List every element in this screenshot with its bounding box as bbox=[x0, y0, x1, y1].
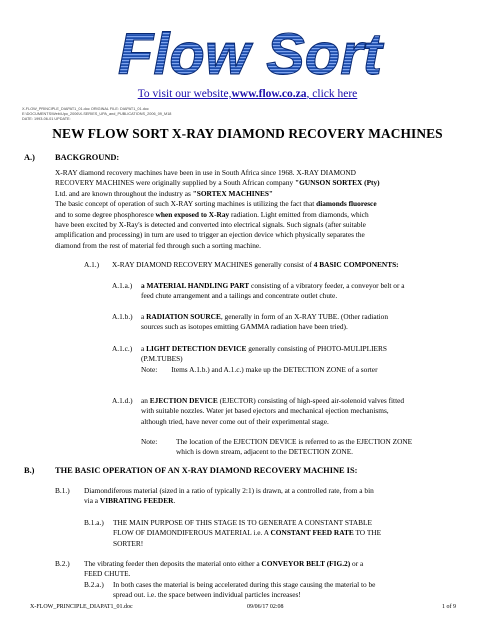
meta-line-2: E:\DOCUMENTS\Web\Upo_2006\X-SERIES_UPA_and_PUBLICATIONS_2006_09_M18 bbox=[22, 112, 172, 116]
section-a-number: A.) bbox=[24, 153, 35, 162]
bg-line-7: amplification and processing) in turn are used to trigger an ejection device which physically separates the bbox=[55, 230, 365, 240]
section-b-heading: THE BASIC OPERATION OF AN X-RAY DIAMOND RECOVERY MACHINE IS: bbox=[55, 466, 358, 475]
website-link[interactable] bbox=[138, 88, 358, 100]
bg-line-1: X-RAY diamond recovery machines have been in use in South Africa since 1968. X-RAY DIAMOND bbox=[55, 168, 356, 177]
logo-text: Flow Sort bbox=[117, 24, 383, 84]
bg-line-6: have been excited by X-Ray's is detected and converted into electrical signals. Such signals (after suitable bbox=[55, 220, 366, 230]
section-b-number: B.) bbox=[24, 466, 35, 475]
footer-date: 09/06/17 02:08 bbox=[247, 604, 284, 610]
b2a-text: In both cases the material is being accelerated during this stage causing the material to be spread out. i.e. the space between individual particles increases! bbox=[113, 580, 376, 600]
b2a-number: B.2.a.) bbox=[84, 580, 104, 589]
a1a-text: a MATERIAL HANDLING PART consisting of a vibratory feeder, a conveyor belt or a feed chute arrangement and a tailings and concentrate outlet chute. bbox=[141, 281, 405, 301]
bg-line-4: The basic concept of operation of such X-RAY sorting machines is utilizing the fact that diamonds fluoresce bbox=[55, 199, 377, 209]
background-paragraph bbox=[55, 168, 485, 251]
b1a-text: THE MAIN PURPOSE OF THIS STAGE IS TO GENERATE A CONSTANT STABLE FLOW OF DIAMONDIFEROUS MATERIAL i.e. A CONSTANT FEED RATE TO THE SORTER! bbox=[113, 518, 382, 548]
link-suffix: , click here bbox=[306, 88, 358, 100]
a1b-number: A.1.b.) bbox=[112, 312, 133, 321]
footer-filename: X-FLOW_PRINCIPLE_DIAPAT1_01.doc bbox=[30, 604, 133, 610]
a1d-note-label: Note: bbox=[141, 437, 158, 446]
b1-text: Diamondiferous material (sized in a ratio of typically 2:1) is drawn, at a controlled rate, from a bin via a VIBRATING FEEDER. bbox=[84, 486, 374, 506]
a1-text: X-RAY DIAMOND RECOVERY MACHINES generally consist of 4 BASIC COMPONENTS: bbox=[112, 260, 399, 269]
a1c-number: A.1.c.) bbox=[112, 344, 133, 353]
a1c-note-label: Note: bbox=[141, 364, 158, 374]
a1a-number: A.1.a.) bbox=[112, 281, 133, 290]
document-title: NEW FLOW SORT X-RAY DIAMOND RECOVERY MACHINES bbox=[52, 126, 443, 141]
link-url: www.flow.co.za bbox=[231, 88, 307, 100]
a1d-number: A.1.d.) bbox=[112, 396, 133, 405]
a1-number: A.1.) bbox=[84, 260, 100, 269]
website-link-line bbox=[0, 88, 495, 100]
b2-text: The vibrating feeder then deposits the material onto either a CONVEYOR BELT (FIG.2) or a FEED CHUTE. bbox=[84, 559, 364, 579]
bg-line-8: diamond from the rest of material fed through such a sorting machine. bbox=[55, 240, 261, 250]
a1b-text: a RADIATION SOURCE, generally in form of an X-RAY TUBE. (Other radiation sources such as isotopes emitting GAMMA radiation have been tried). bbox=[141, 312, 389, 332]
a1d-text: an EJECTION DEVICE (EJECTOR) consisting of high-speed air-solenoid valves fitted with suitable nozzles. Water jet based ejectors and mechanical ejection mechanisms, although tried, have never come out of their experimental stage. bbox=[141, 396, 405, 426]
meta-line-1: X-FLOW_PRINCIPLE_DIAPAT1_01.doc ORIGINAL FILE: DIAPAT1_01.doc bbox=[22, 107, 149, 111]
bg-line-5: and to some degree phosphoresce when exposed to X-Ray radiation. Light emitted from diamonds, which bbox=[55, 209, 369, 219]
a1c-note: Items A.1.b.) and A.1.c.) make up the DETECTION ZONE of a sorter bbox=[171, 364, 378, 374]
bg-line-2: RECOVERY MACHINES were originally supplied by a South African company "GUNSON SORTEX (Pty) bbox=[55, 178, 380, 188]
b1-number: B.1.) bbox=[55, 486, 70, 495]
footer-page-number: 1 of 9 bbox=[442, 604, 456, 610]
meta-line-3: DATE: 1993-06-01 UPDATE: bbox=[22, 117, 71, 121]
b1a-number: B.1.a.) bbox=[84, 518, 104, 527]
flow-sort-logo bbox=[62, 24, 438, 84]
a1c-text: a LIGHT DETECTION DEVICE generally consisting of PHOTO-MULIPLIERS (P.M.TUBES) Note: Items A.1.b.) and A.1.c.) make up the DETECTION ZONE of a sorter bbox=[141, 344, 387, 374]
link-prefix: To visit our website, bbox=[137, 88, 232, 100]
b2-number: B.2.) bbox=[55, 559, 70, 568]
bg-line-3: Ltd. and are known throughout the industry as "SORTEX MACHINES" bbox=[55, 188, 274, 198]
a1d-note: The location of the EJECTION DEVICE is referred to as the EJECTION ZONE which is down stream, adjacent to the DETECTION ZONE. bbox=[176, 437, 413, 457]
section-a-heading: BACKGROUND: bbox=[55, 153, 120, 162]
